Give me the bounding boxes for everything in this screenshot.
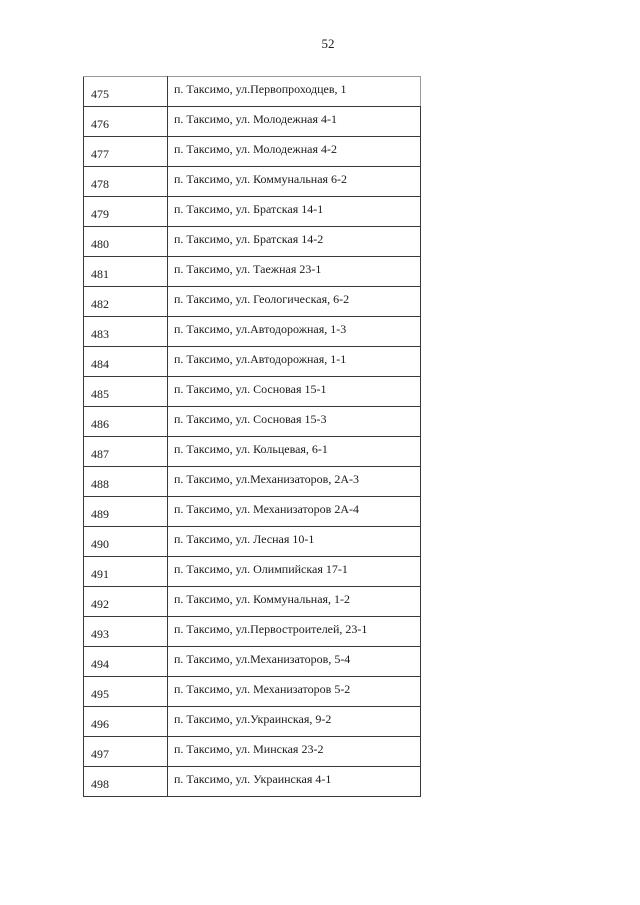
table-row — [84, 677, 421, 707]
row-number-cell: 484 — [84, 347, 168, 377]
row-number-cell: 495 — [84, 677, 168, 707]
address-cell: п. Таксимо, ул. Братская 14-2 — [168, 227, 421, 257]
row-number-cell: 476 — [84, 107, 168, 137]
row-number-cell: 480 — [84, 227, 168, 257]
table-row — [84, 407, 421, 437]
address-cell: п. Таксимо, ул. Украинская 4-1 — [168, 767, 421, 797]
address-cell: п. Таксимо, ул.Механизаторов, 2А-3 — [168, 467, 421, 497]
address-cell: п. Таксимо, ул. Кольцевая, 6-1 — [168, 437, 421, 467]
table-row — [84, 227, 421, 257]
row-number-cell: 494 — [84, 647, 168, 677]
address-table — [83, 76, 421, 797]
address-cell: п. Таксимо, ул.Первостроителей, 23-1 — [168, 617, 421, 647]
address-cell: п. Таксимо, ул. Коммунальная 6-2 — [168, 167, 421, 197]
row-number-cell: 493 — [84, 617, 168, 647]
row-number-cell: 489 — [84, 497, 168, 527]
address-cell: п. Таксимо, ул. Сосновая 15-1 — [168, 377, 421, 407]
table-row — [84, 377, 421, 407]
row-number-cell: 479 — [84, 197, 168, 227]
row-number-cell: 485 — [84, 377, 168, 407]
row-number-cell: 486 — [84, 407, 168, 437]
address-cell: п. Таксимо, ул. Братская 14-1 — [168, 197, 421, 227]
table-row — [84, 197, 421, 227]
address-cell: п. Таксимо, ул. Таежная 23-1 — [168, 257, 421, 287]
table-row — [84, 257, 421, 287]
row-number-cell: 483 — [84, 317, 168, 347]
address-cell: п. Таксимо, ул. Механизаторов 2А-4 — [168, 497, 421, 527]
row-number-cell: 481 — [84, 257, 168, 287]
table-row — [84, 557, 421, 587]
table-row — [84, 167, 421, 197]
address-table-body — [84, 77, 421, 797]
address-cell: п. Таксимо, ул. Минская 23-2 — [168, 737, 421, 767]
table-row — [84, 617, 421, 647]
row-number-cell: 497 — [84, 737, 168, 767]
table-row — [84, 77, 421, 107]
row-number-cell: 487 — [84, 437, 168, 467]
table-row — [84, 527, 421, 557]
table-row — [84, 737, 421, 767]
row-number-cell: 498 — [84, 767, 168, 797]
address-cell: п. Таксимо, ул.Первопроходцев, 1 — [168, 77, 421, 107]
page-number: 52 — [321, 36, 335, 51]
row-number-cell: 478 — [84, 167, 168, 197]
table-row — [84, 647, 421, 677]
row-number-cell: 492 — [84, 587, 168, 617]
address-cell: п. Таксимо, ул.Украинская, 9-2 — [168, 707, 421, 737]
row-number-cell: 488 — [84, 467, 168, 497]
row-number-cell: 491 — [84, 557, 168, 587]
row-number-cell: 490 — [84, 527, 168, 557]
table-row — [84, 437, 421, 467]
row-number-cell: 496 — [84, 707, 168, 737]
address-cell: п. Таксимо, ул. Коммунальная, 1-2 — [168, 587, 421, 617]
address-cell: п. Таксимо, ул. Геологическая, 6-2 — [168, 287, 421, 317]
address-cell: п. Таксимо, ул. Молодежная 4-2 — [168, 137, 421, 167]
row-number-cell: 475 — [84, 77, 168, 107]
address-cell: п. Таксимо, ул. Сосновая 15-3 — [168, 407, 421, 437]
table-row — [84, 707, 421, 737]
address-cell: п. Таксимо, ул.Механизаторов, 5-4 — [168, 647, 421, 677]
address-cell: п. Таксимо, ул. Лесная 10-1 — [168, 527, 421, 557]
table-row — [84, 497, 421, 527]
table-row — [84, 317, 421, 347]
table-row — [84, 107, 421, 137]
address-cell: п. Таксимо, ул. Олимпийская 17-1 — [168, 557, 421, 587]
table-row — [84, 467, 421, 497]
address-cell: п. Таксимо, ул.Автодорожная, 1-1 — [168, 347, 421, 377]
address-cell: п. Таксимо, ул.Автодорожная, 1-3 — [168, 317, 421, 347]
table-row — [84, 347, 421, 377]
row-number-cell: 477 — [84, 137, 168, 167]
table-row — [84, 587, 421, 617]
table-row — [84, 287, 421, 317]
table-row — [84, 137, 421, 167]
table-row — [84, 767, 421, 797]
row-number-cell: 482 — [84, 287, 168, 317]
address-cell: п. Таксимо, ул. Молодежная 4-1 — [168, 107, 421, 137]
address-cell: п. Таксимо, ул. Механизаторов 5-2 — [168, 677, 421, 707]
